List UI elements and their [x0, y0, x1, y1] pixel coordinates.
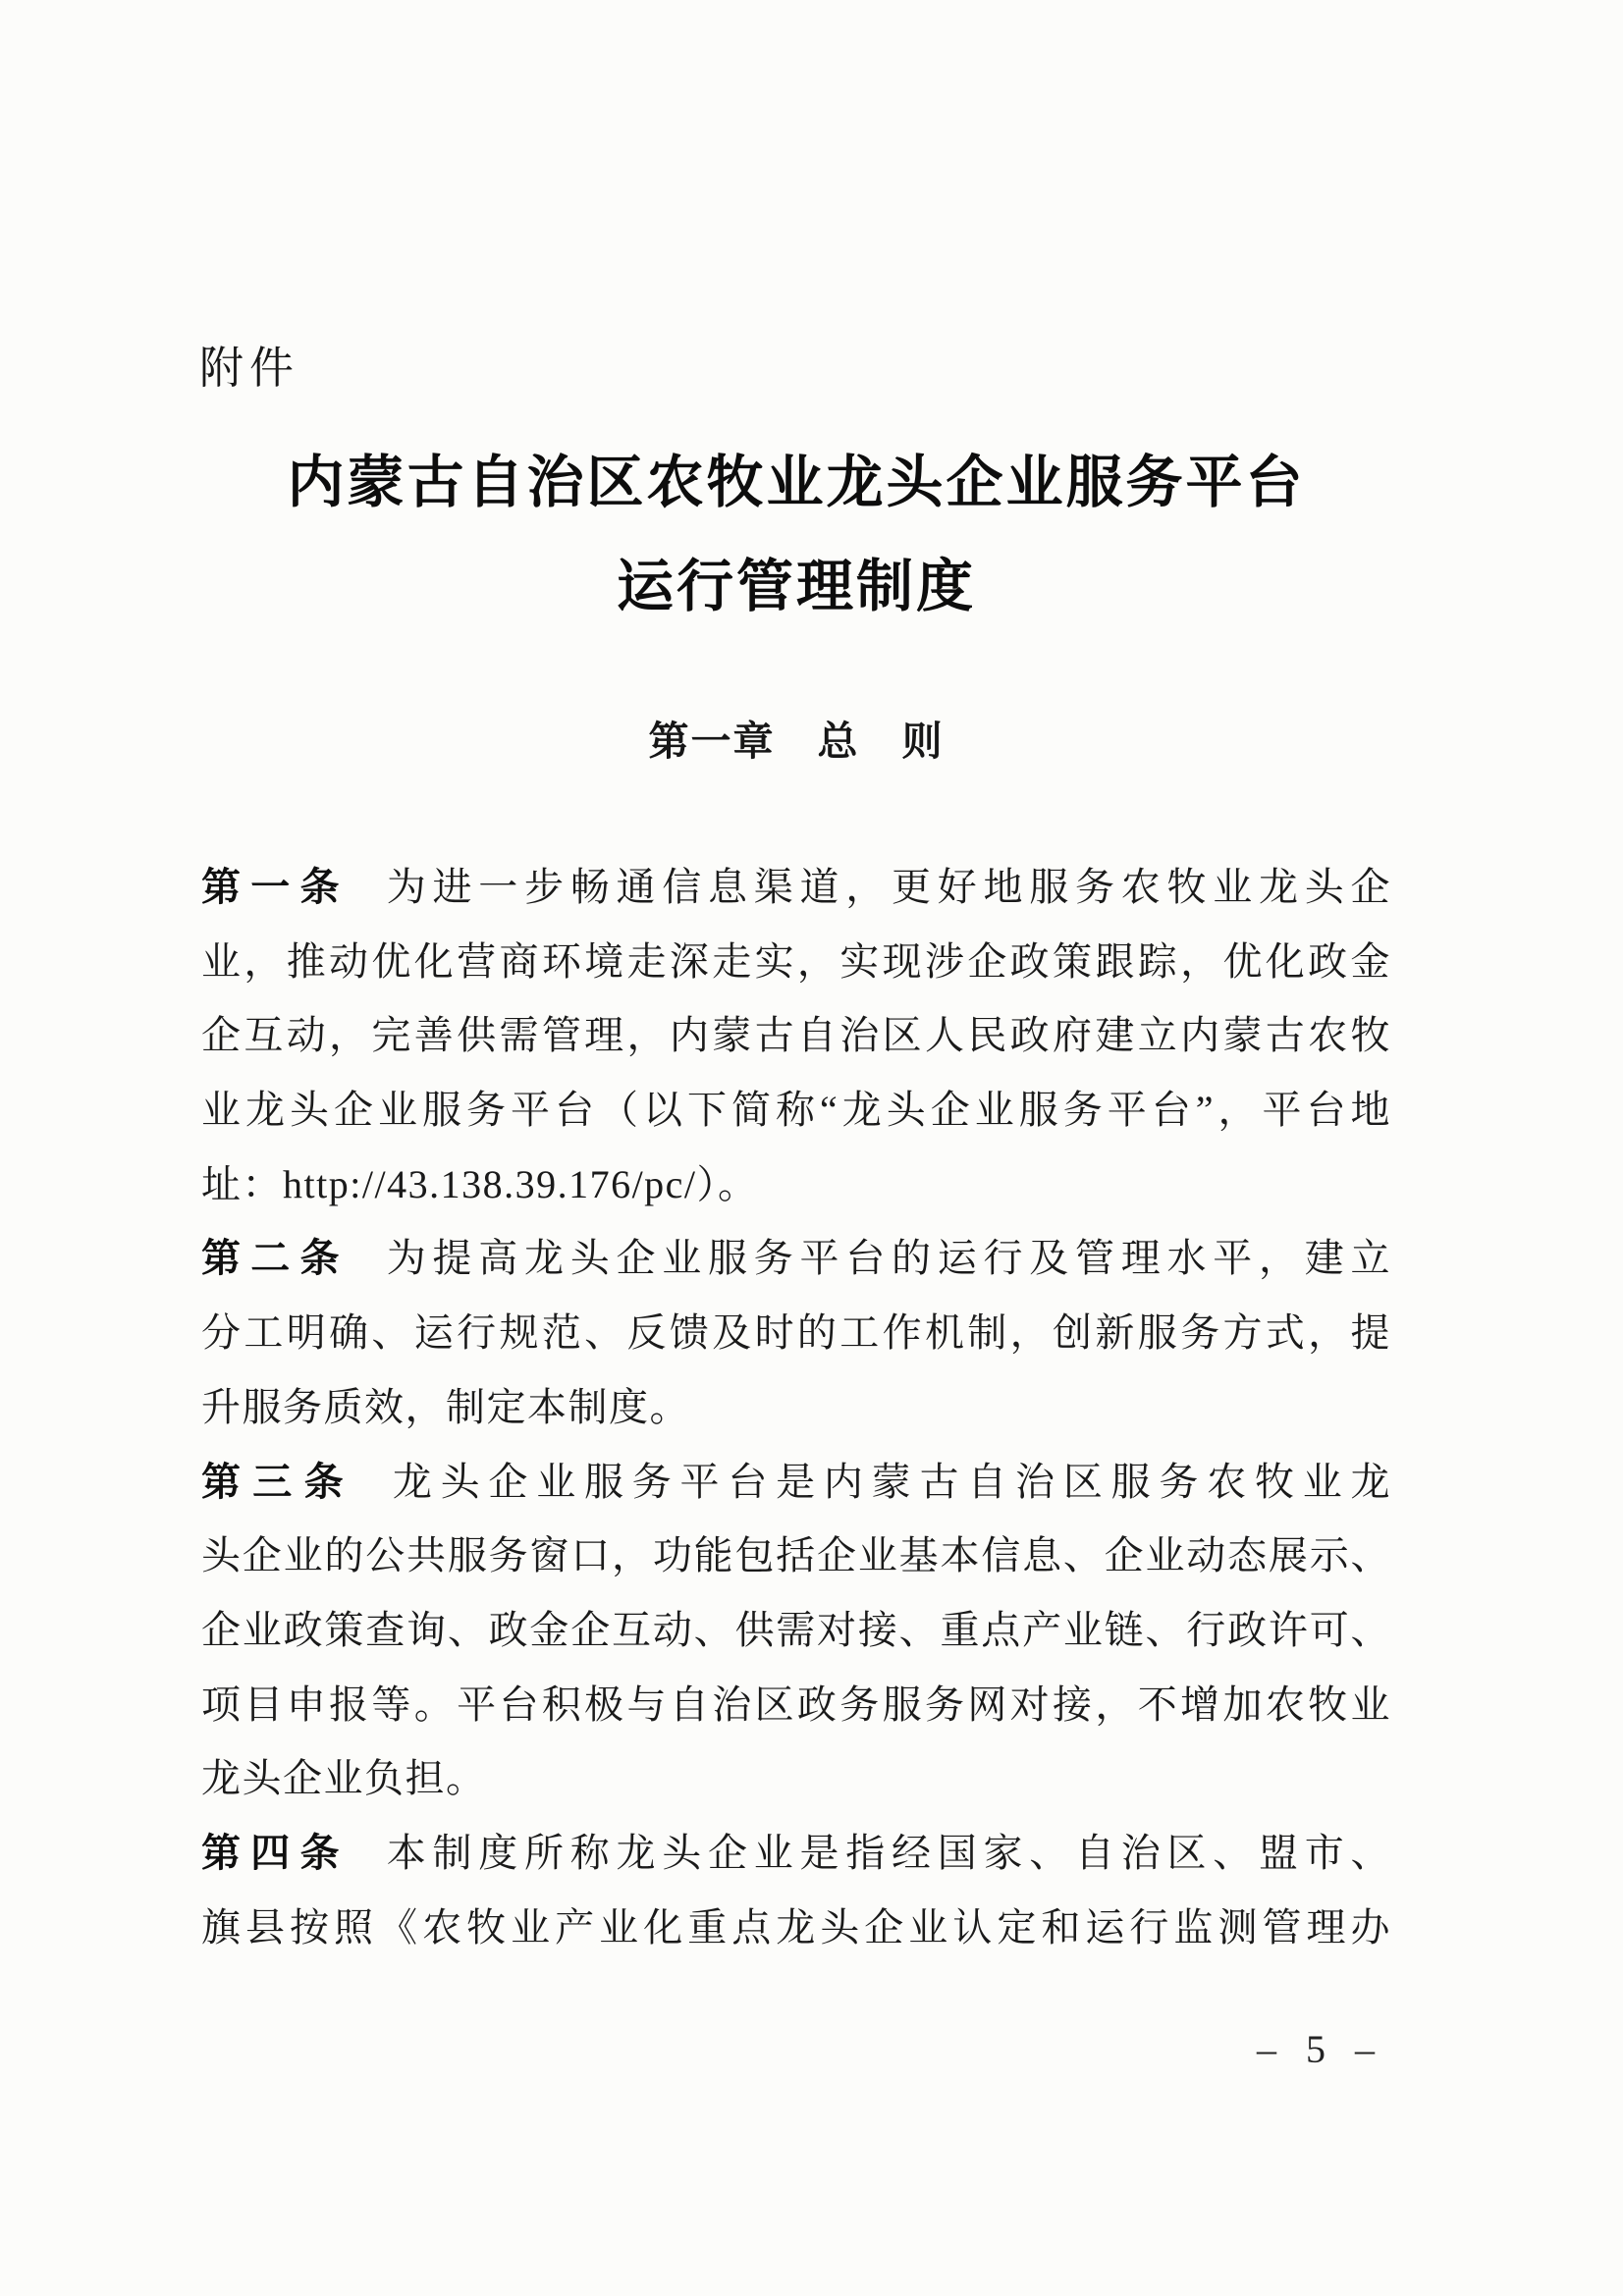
page-number: – 5 – [1257, 2027, 1384, 2071]
text-line: 头企业的公共服务窗口，功能包括企业基本信息、企业动态展示、 [201, 1533, 1391, 1578]
document-title-line1: 内蒙古自治区农牧业龙头企业服务平台 [287, 451, 1306, 514]
text-line: 址：http://43.138.39.176/pc/）。 [201, 1161, 759, 1206]
article-number: 第一条 [201, 866, 350, 909]
document-title-line2: 运行管理制度 [616, 555, 976, 618]
text-line: 旗县按照《农牧业产业化重点龙头企业认定和运行监测管理办 [201, 1904, 1391, 1949]
text-line: 第二条 为提高龙头企业服务平台的运行及管理水平，建立 [201, 1236, 1391, 1281]
text-line: 企互动，完善供需管理，内蒙古自治区人民政府建立内蒙古农牧 [201, 1013, 1391, 1058]
text-line: 业龙头企业服务平台（以下简称“龙头企业服务平台”，平台地 [201, 1088, 1391, 1133]
article-number: 第四条 [201, 1831, 350, 1875]
attachment-label: 附件 [199, 343, 300, 393]
text-line: 升服务质效，制定本制度。 [201, 1384, 690, 1429]
text-line: 业，推动优化营商环境走深走实，实现涉企政策跟踪，优化政金 [201, 938, 1391, 984]
text-line: 第四条 本制度所称龙头企业是指经国家、自治区、盟市、 [201, 1830, 1391, 1875]
document-body [201, 850, 1391, 1964]
text-line: 第一条 为进一步畅通信息渠道，更好地服务农牧业龙头企 [201, 865, 1391, 909]
text-line: 项目申报等。平台积极与自治区政务服务网对接，不增加农牧业 [201, 1682, 1391, 1727]
article-number: 第三条 [201, 1460, 355, 1504]
article-number: 第二条 [201, 1237, 350, 1281]
text-line: 第三条 龙头企业服务平台是内蒙古自治区服务农牧业龙 [201, 1459, 1392, 1504]
text-line: 龙头企业负担。 [201, 1756, 487, 1801]
chapter-heading: 第一章 总 则 [648, 719, 945, 764]
text-line: 企业政策查询、政金企互动、供需对接、重点产业链、行政许可、 [201, 1607, 1391, 1652]
text-line: 分工明确、运行规范、反馈及时的工作机制，创新服务方式，提 [201, 1310, 1391, 1356]
